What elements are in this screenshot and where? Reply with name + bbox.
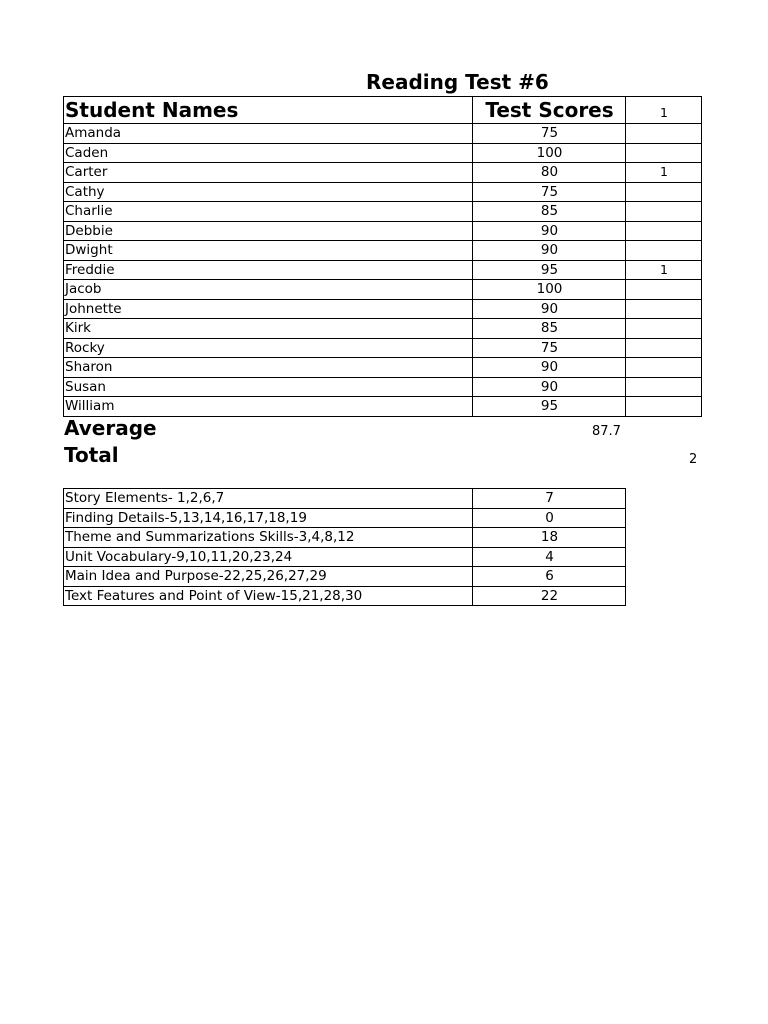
total-label: Total xyxy=(64,443,119,467)
skill-row xyxy=(64,528,626,548)
test-score-cell[interactable]: 75 xyxy=(473,338,626,358)
student-row xyxy=(64,397,702,417)
student-row xyxy=(64,338,702,358)
test-score-cell[interactable]: 100 xyxy=(473,143,626,163)
test-score-cell[interactable]: 75 xyxy=(473,182,626,202)
flag-header[interactable]: 1 xyxy=(626,97,702,124)
flag-cell[interactable] xyxy=(626,280,702,300)
student-row xyxy=(64,358,702,378)
student-name-cell[interactable]: Amanda xyxy=(64,124,473,144)
test-score-cell[interactable]: 80 xyxy=(473,163,626,183)
student-name-cell[interactable]: Dwight xyxy=(64,241,473,261)
skill-label-cell[interactable]: Text Features and Point of View-15,21,28,30 xyxy=(64,586,473,606)
student-row xyxy=(64,319,702,339)
student-row xyxy=(64,202,702,222)
skill-label-cell[interactable]: Story Elements- 1,2,6,7 xyxy=(64,489,473,509)
test-score-cell[interactable]: 100 xyxy=(473,280,626,300)
test-score-cell[interactable]: 85 xyxy=(473,202,626,222)
sheet-title: Reading Test #6 xyxy=(366,70,549,94)
student-row xyxy=(64,299,702,319)
skill-row xyxy=(64,508,626,528)
student-name-cell[interactable]: Caden xyxy=(64,143,473,163)
average-label: Average xyxy=(64,416,157,440)
flag-cell[interactable] xyxy=(626,124,702,144)
test-score-cell[interactable]: 90 xyxy=(473,377,626,397)
test-score-cell[interactable]: 85 xyxy=(473,319,626,339)
student-name-cell[interactable]: Johnette xyxy=(64,299,473,319)
flag-cell[interactable] xyxy=(626,143,702,163)
test-scores-header[interactable]: Test Scores xyxy=(473,97,626,124)
skill-count-cell[interactable]: 6 xyxy=(473,567,626,587)
scores-header-row xyxy=(64,97,702,124)
flag-cell[interactable] xyxy=(626,241,702,261)
student-name-cell[interactable]: Sharon xyxy=(64,358,473,378)
skill-label-cell[interactable]: Unit Vocabulary-9,10,11,20,23,24 xyxy=(64,547,473,567)
flag-cell[interactable] xyxy=(626,202,702,222)
student-name-cell[interactable]: Debbie xyxy=(64,221,473,241)
student-name-cell[interactable]: Cathy xyxy=(64,182,473,202)
skill-count-cell[interactable]: 22 xyxy=(473,586,626,606)
flag-cell[interactable] xyxy=(626,338,702,358)
skill-label-cell[interactable]: Finding Details-5,13,14,16,17,18,19 xyxy=(64,508,473,528)
student-row xyxy=(64,143,702,163)
flag-cell[interactable] xyxy=(626,397,702,417)
flag-cell[interactable] xyxy=(626,319,702,339)
skill-label-cell[interactable]: Theme and Summarizations Skills-3,4,8,12 xyxy=(64,528,473,548)
student-name-cell[interactable]: Jacob xyxy=(64,280,473,300)
skill-row xyxy=(64,547,626,567)
flag-cell[interactable]: 1 xyxy=(626,260,702,280)
skill-label-cell[interactable]: Main Idea and Purpose-22,25,26,27,29 xyxy=(64,567,473,587)
student-name-cell[interactable]: Kirk xyxy=(64,319,473,339)
skill-count-cell[interactable]: 7 xyxy=(473,489,626,509)
flag-cell[interactable] xyxy=(626,358,702,378)
student-name-cell[interactable]: Rocky xyxy=(64,338,473,358)
student-name-cell[interactable]: Freddie xyxy=(64,260,473,280)
flag-cell[interactable] xyxy=(626,182,702,202)
student-names-header[interactable]: Student Names xyxy=(64,97,473,124)
flag-cell[interactable] xyxy=(626,377,702,397)
student-name-cell[interactable]: Susan xyxy=(64,377,473,397)
test-score-cell[interactable]: 90 xyxy=(473,241,626,261)
student-row xyxy=(64,377,702,397)
flag-cell[interactable]: 1 xyxy=(626,163,702,183)
scores-table xyxy=(63,96,702,417)
test-score-cell[interactable]: 95 xyxy=(473,260,626,280)
test-score-cell[interactable]: 90 xyxy=(473,299,626,319)
student-row xyxy=(64,280,702,300)
skill-row xyxy=(64,586,626,606)
student-name-cell[interactable]: William xyxy=(64,397,473,417)
student-row xyxy=(64,260,702,280)
skill-row xyxy=(64,567,626,587)
student-name-cell[interactable]: Carter xyxy=(64,163,473,183)
total-value[interactable]: 2 xyxy=(689,452,698,467)
student-row xyxy=(64,241,702,261)
test-score-cell[interactable]: 90 xyxy=(473,221,626,241)
student-row xyxy=(64,163,702,183)
flag-cell[interactable] xyxy=(626,221,702,241)
skill-count-cell[interactable]: 0 xyxy=(473,508,626,528)
skill-count-cell[interactable]: 18 xyxy=(473,528,626,548)
student-name-cell[interactable]: Charlie xyxy=(64,202,473,222)
student-row xyxy=(64,182,702,202)
flag-cell[interactable] xyxy=(626,299,702,319)
skill-count-cell[interactable]: 4 xyxy=(473,547,626,567)
average-value[interactable]: 87.7 xyxy=(592,424,621,439)
test-score-cell[interactable]: 95 xyxy=(473,397,626,417)
skill-row xyxy=(64,489,626,509)
test-score-cell[interactable]: 75 xyxy=(473,124,626,144)
student-row xyxy=(64,221,702,241)
skills-table xyxy=(63,488,626,606)
student-row xyxy=(64,124,702,144)
test-score-cell[interactable]: 90 xyxy=(473,358,626,378)
